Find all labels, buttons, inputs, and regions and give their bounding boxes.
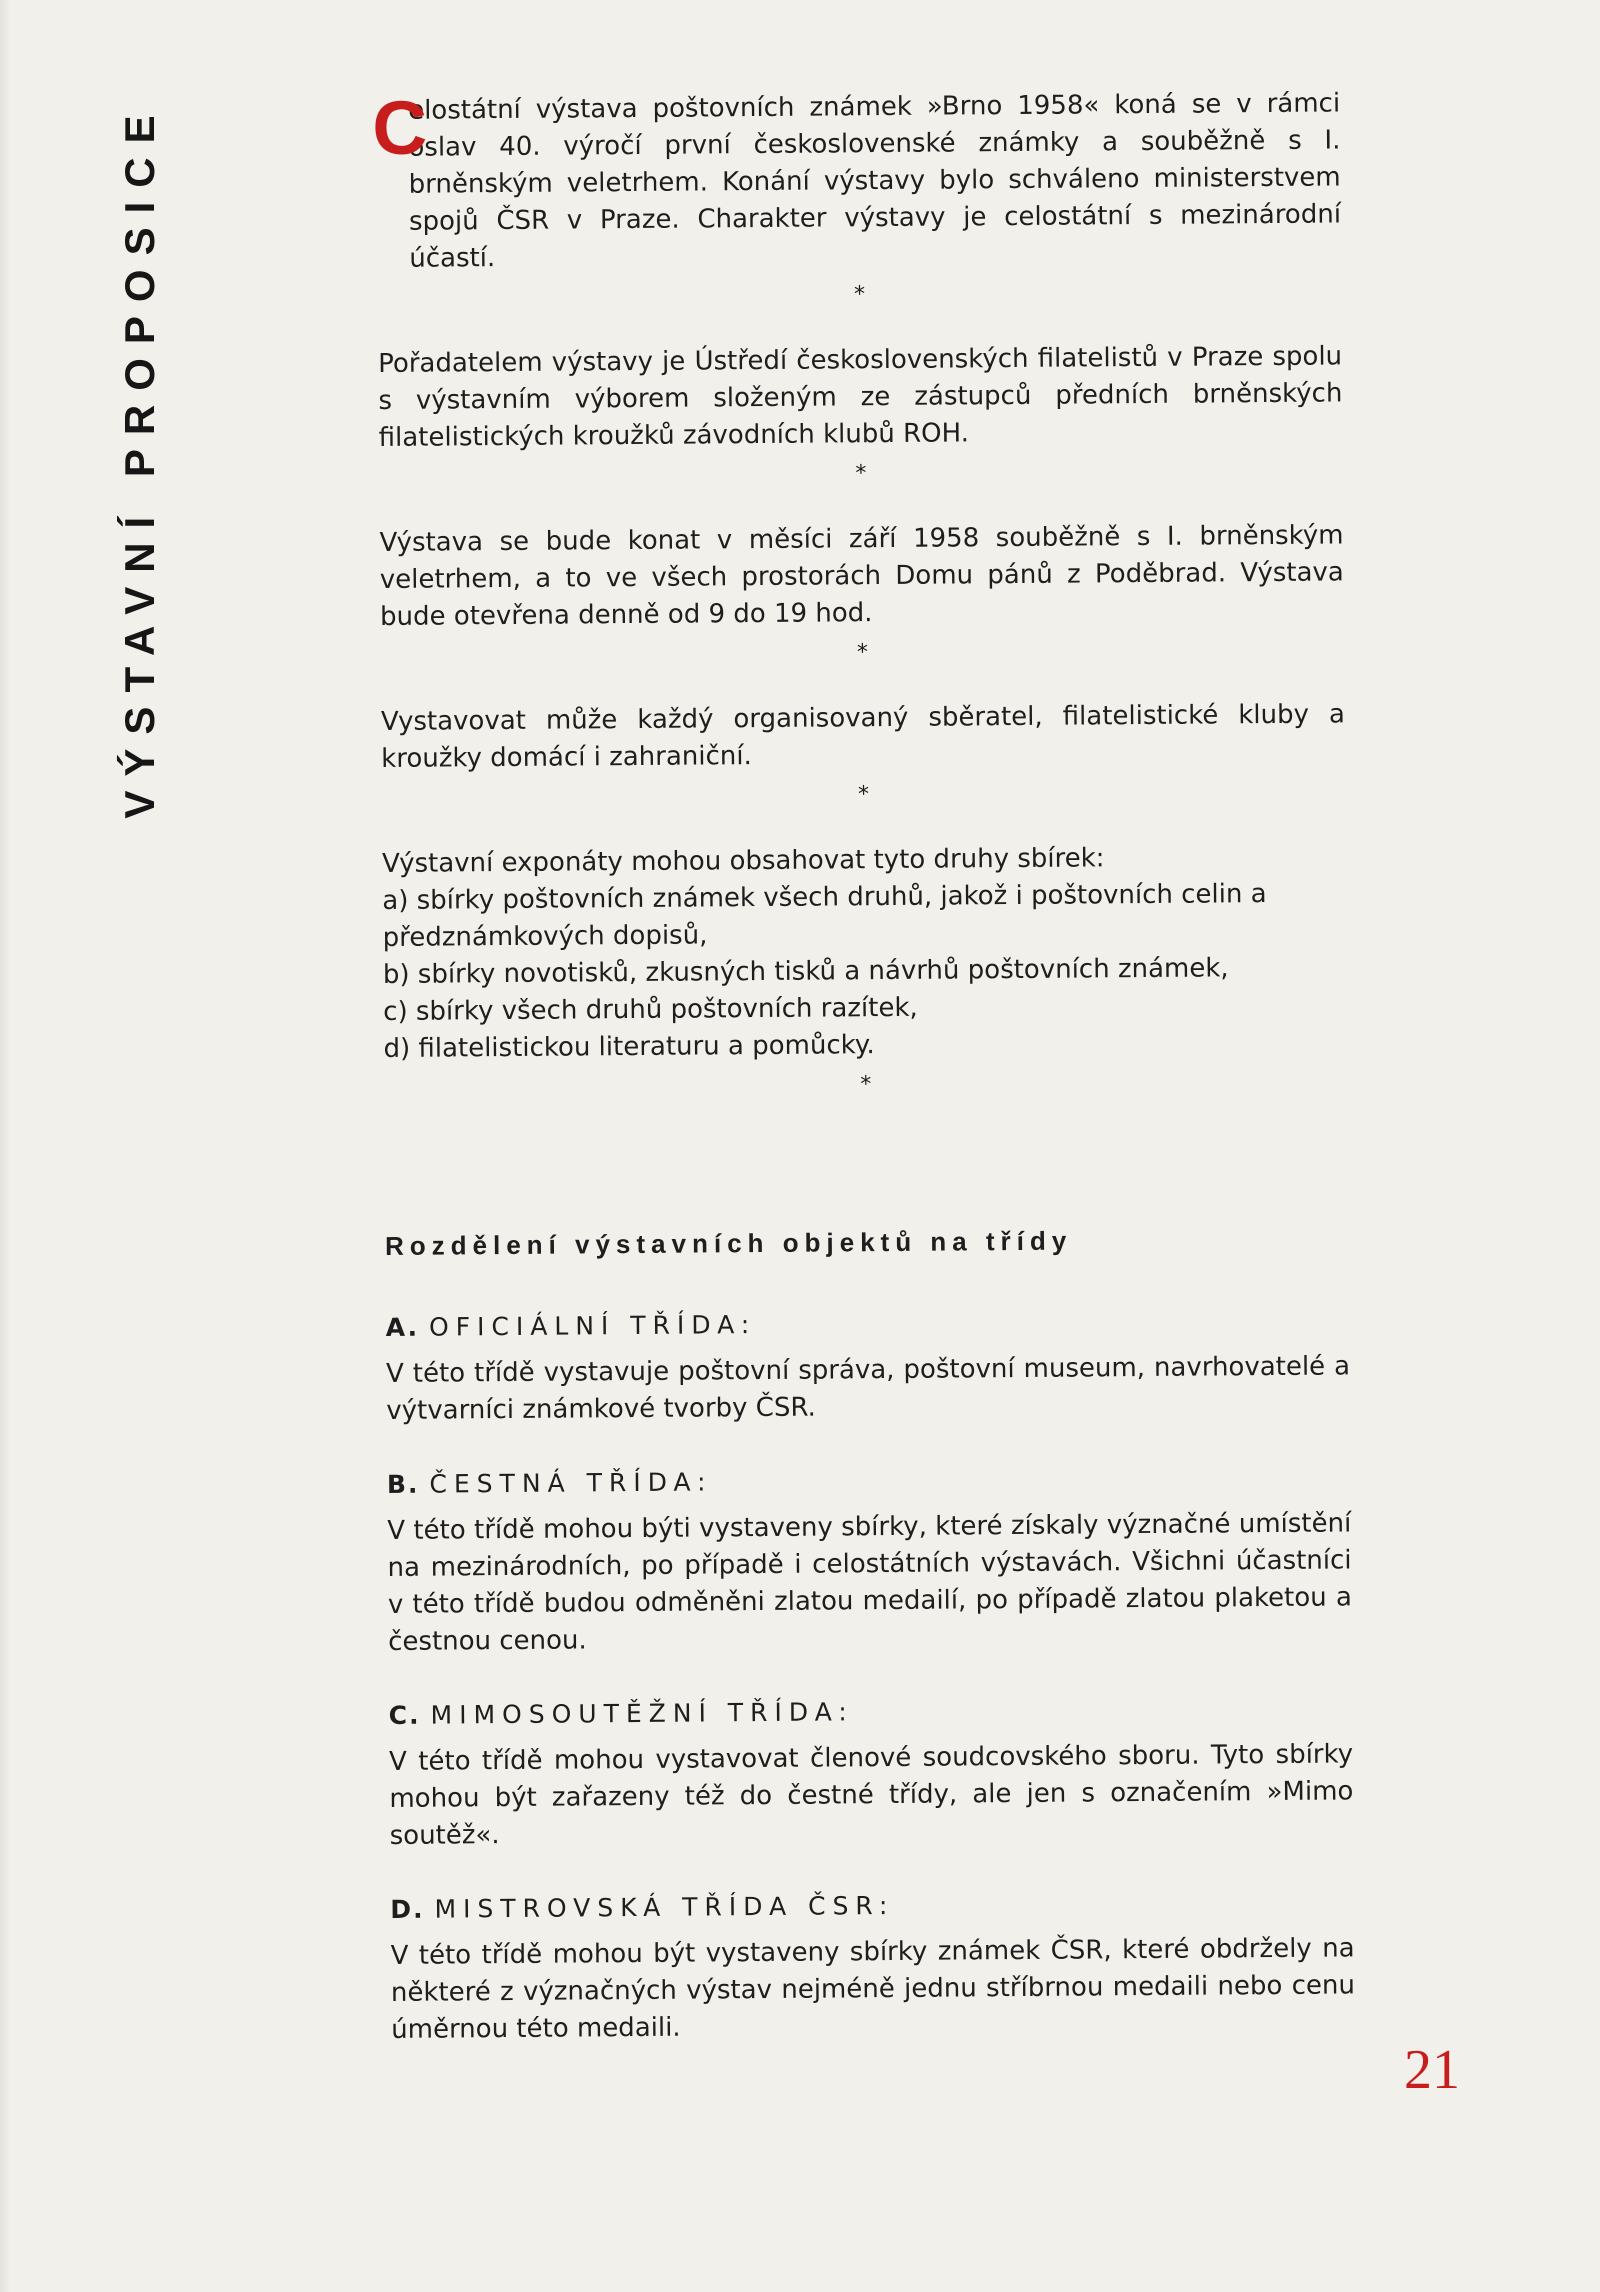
separator-asterisk: *: [856, 640, 869, 666]
class-letter: C.: [388, 1700, 421, 1730]
exhibits-intro: Výstavní exponáty mohou obsahovat tyto druhy sbírek:: [381, 843, 1105, 879]
exhibits-list: [382, 875, 1347, 1068]
separator-asterisk: *: [855, 461, 867, 487]
drop-cap: C: [371, 85, 428, 172]
class-letter: B.: [386, 1469, 420, 1499]
organizer-paragraph: Pořadatelem výstavy je Ústředí československých filatelistů v Praze spolu s výstavním výborem složeným ze zástupců předních brněnských filatelistických kroužků závodních klubů ROH.: [378, 341, 1343, 453]
classes-heading: Rozdělení výstavních objektů na třídy: [384, 1225, 1073, 1261]
class-description: V této třídě mohou vystavovat členové soudcovského sboru. Tyto sbírky mohou být zařazeny též do čestné třídy, ale jen s označením »Mimo soutěž«.: [388, 1739, 1354, 1851]
list-item: a) sbírky poštovních známek všech druhů, jakož i poštovních celin a předznámkových dopisů,: [382, 879, 1267, 953]
class-name: MIMOSOUTĚŽNÍ TŘÍDA:: [430, 1697, 854, 1730]
list-item: d) filatelistickou literaturu a pomůcky.: [383, 1030, 875, 1064]
page-number: 21: [1404, 2039, 1460, 2101]
class-description: V této třídě vystavuje poštovní správa, poštovní museum, navrhovatelé a výtvarníci známkové tvorby ČSR.: [385, 1351, 1351, 1426]
side-title: VÝSTAVNÍ PROPOSICE: [116, 101, 163, 819]
class-description: V této třídě mohou být vystaveny sbírky známek ČSR, které obdržely na některé z význačných výstav nejméně jednu stříbrnou medaili nebo cenu úměrnou této medaili.: [390, 1933, 1356, 2045]
class-name: ČESTNÁ TŘÍDA:: [429, 1467, 713, 1499]
class-block-d: [390, 1883, 1355, 2049]
class-title: [387, 1458, 1351, 1503]
separator-asterisk: *: [860, 1072, 872, 1098]
class-block-a: [386, 1301, 1351, 1430]
class-letter: D.: [390, 1894, 425, 1924]
intro-text: elostátní výstava poštovních známek »Brno 1958« koná se v rámci oslav 40. výročí první československé známky a souběžně s I. brněnským veletrhem. Konání výstavy bylo schváleno ministerstvem spojů ČSR v Praze. Charakter výstavy je celostátní s mezinárodní účastí.: [408, 88, 1342, 274]
class-title: [390, 1883, 1354, 1928]
list-item: b) sbírky novotisků, zkusných tisků a návrhů poštovních známek,: [382, 953, 1229, 990]
class-letter: A.: [385, 1312, 420, 1342]
class-name: MISTROVSKÁ TŘÍDA ČSR:: [434, 1890, 895, 1924]
exhibitors-paragraph: Vystavovat může každý organisovaný sběratel, filatelistické kluby a kroužky domácí i zahraniční.: [380, 699, 1346, 774]
page-edge: [0, 0, 10, 2292]
class-block-c: [389, 1689, 1354, 1855]
class-block-b: [387, 1458, 1353, 1661]
separator-asterisk: *: [854, 282, 866, 308]
list-item: c) sbírky všech druhů poštovních razítek,: [383, 992, 918, 1027]
class-title: [389, 1689, 1353, 1734]
dates-paragraph: Výstava se bude konat v měsíci září 1958 souběžně s I. brněnským veletrhem, a to ve všech prostorách Domu pánů z Poděbrad. Výstava bude otevřena denně od 9 do 19 hod.: [379, 520, 1344, 632]
intro-paragraph: [371, 85, 1342, 278]
class-title: [386, 1301, 1350, 1346]
separator-asterisk: *: [857, 782, 870, 808]
document-body: [371, 85, 1356, 2085]
class-description: V této třídě mohou býti vystaveny sbírky, které získaly význačné umístění na mezinárodních, po případě i celostátních výstavách. Všichni účastníci v této třídě budou odměněni zlatou medailí, po případě zlatou plaketou a čestnou cenou.: [387, 1508, 1352, 1657]
class-name: OFICIÁLNÍ TŘÍDA:: [428, 1310, 757, 1342]
